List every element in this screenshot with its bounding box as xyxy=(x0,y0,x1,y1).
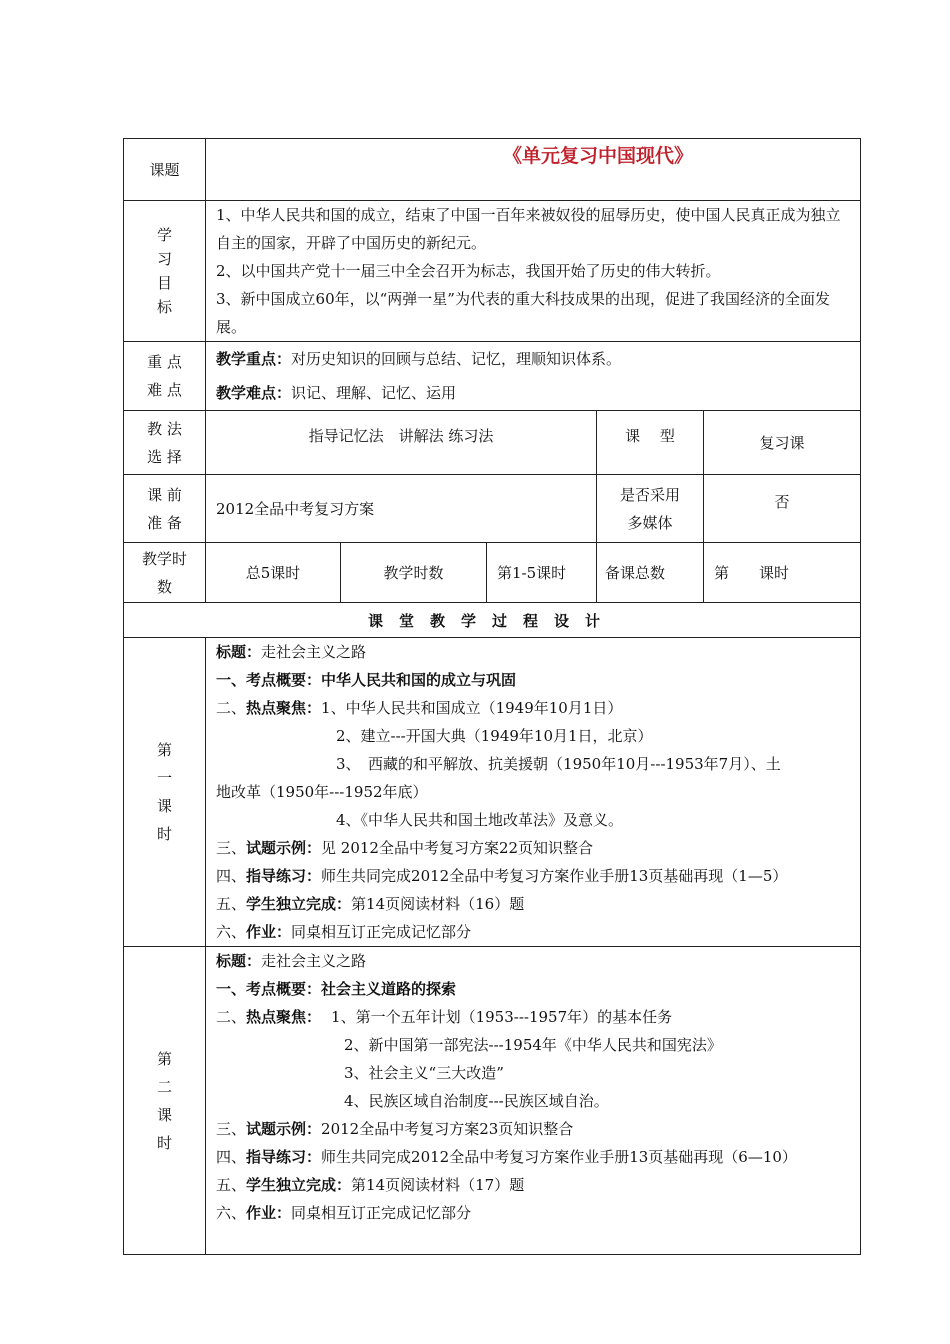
hot-item: 1、第一个五年计划（1953---1957年）的基本任务 xyxy=(331,1008,673,1026)
keypoints-label: 重 点 难 点 xyxy=(124,342,206,411)
hot-item: 1、中华人民共和国成立（1949年10月1日） xyxy=(321,699,623,717)
multimedia-value: 否 xyxy=(704,475,861,543)
lesson1-row xyxy=(124,638,861,947)
hot-item: 3、社会主义“三大改造” xyxy=(344,1064,504,1082)
hot-item: 4、民族区域自治制度---民族区域自治。 xyxy=(344,1092,609,1110)
lesson-title: 《单元复习中国现代》 xyxy=(206,139,861,201)
lesson2-row xyxy=(124,947,861,1255)
lesson2-content: 标题：走社会主义之路 一、考点概要：社会主义道路的探索 二、热点聚焦： 1、第一个五年计划（1953---1957年）的基本任务 2、新中国第一部宪法---1954年《中华人民共和国宪法》 3、社会主义“三大改造” 4、民族区域自治制度---民族区域自治。 三、试题示例：2012全品中考复习方案23页知识整合 四、指导练习：师生共同完成2012全品中考复习方案作业手册13页基础再现（6—10） 五、学生独立完成：第14页阅读材料（17）题 六、作业：同桌相互订正完成记忆部分 xyxy=(206,947,861,1255)
keypoints-row xyxy=(124,342,861,411)
lesson1-title: 走社会主义之路 xyxy=(261,643,367,661)
focus-text: 对历史知识的回顾与总结、记忆，理顺知识体系。 xyxy=(291,350,622,368)
hot-item: 2、新中国第一部宪法---1954年《中华人民共和国宪法》 xyxy=(344,1036,722,1054)
prep-row xyxy=(124,475,861,543)
prep-label: 课 前 准 备 xyxy=(124,475,206,543)
hot-item: 2、建立---开国大典（1949年10月1日，北京） xyxy=(336,727,653,745)
prep-count-value: 第 课时 xyxy=(704,543,861,603)
multimedia-label: 是否采用 多媒体 xyxy=(597,475,704,543)
goal-item: 3、新中国成立60年，以“两弹一星”为代表的重大科技成果的出现，促进了我国经济的全面发展。 xyxy=(216,290,830,336)
difficulty-text: 识记、理解、记忆、运用 xyxy=(291,384,457,402)
lesson2-label: 第 二 课 时 xyxy=(124,947,206,1255)
design-header-row xyxy=(124,603,861,638)
lesson1-label: 第 一 课 时 xyxy=(124,638,206,947)
method-label: 教 法 选 择 xyxy=(124,411,206,475)
topic-row xyxy=(124,139,861,201)
keypoints-content xyxy=(206,342,861,411)
design-header: 课堂教学过程设计 xyxy=(124,603,861,638)
hot-item: 4、《中华人民共和国土地改革法》及意义。 xyxy=(336,811,624,829)
hours-row xyxy=(124,543,861,603)
course-type-label: 课 型 xyxy=(597,411,704,475)
hot-item: 3、 西藏的和平解放、抗美援朝（1950年10月---1953年7月）、土 xyxy=(336,755,781,773)
teach-hours-value: 第1-5课时 xyxy=(487,543,597,603)
lesson2-title: 走社会主义之路 xyxy=(261,952,367,970)
hours-label: 教学时 数 xyxy=(124,543,206,603)
total-hours: 总5课时 xyxy=(206,543,341,603)
course-type-value: 复习课 xyxy=(704,411,861,475)
goals-content xyxy=(206,201,861,342)
teach-hours-label: 教学时数 xyxy=(341,543,487,603)
goal-item: 2、以中国共产党十一届三中全会召开为标志，我国开始了历史的伟大转折。 xyxy=(216,262,721,280)
lesson2-overview: 一、考点概要：社会主义道路的探索 xyxy=(216,980,457,998)
prep-value: 2012全品中考复习方案 xyxy=(206,475,597,543)
hot-item: 地改革（1950年---1952年底） xyxy=(216,783,428,801)
lesson-plan-table xyxy=(123,138,861,1255)
difficulty-label: 教学难点： xyxy=(216,384,292,402)
topic-label: 课题 xyxy=(124,139,206,201)
prep-count-label: 备课总数 xyxy=(597,543,704,603)
goals-row xyxy=(124,201,861,342)
method-value: 指导记忆法 讲解法 练习法 xyxy=(206,411,597,475)
lesson1-overview: 一、考点概要：中华人民共和国的成立与巩固 xyxy=(216,671,517,689)
lesson1-content: 标题：走社会主义之路 一、考点概要：中华人民共和国的成立与巩固 二、热点聚焦：1、中华人民共和国成立（1949年10月1日） 2、建立---开国大典（1949年10月1日，北京） 3、 西藏的和平解放、抗美援朝（1950年10月---1953年7月）、土 地改革（1950年---1952年底） 4、《中华人民共和国土地改革法》及意义。 三、试题示例：见 2012全品中考复习方案22页知识整合 四、指导练习：师生共同完成2012全品中考复习方案作业手册13页基础再现（1—5） 五、学生独立完成：第14页阅读材料（16）题 六、作业：同桌相互订正完成记忆部分 xyxy=(206,638,861,947)
method-row xyxy=(124,411,861,475)
focus-label: 教学重点： xyxy=(216,350,292,368)
goals-label: 学 习 目 标 xyxy=(124,201,206,342)
goal-item: 1、中华人民共和国的成立，结束了中国一百年来被奴役的屈辱历史，使中国人民真正成为独立自主的国家，开辟了中国历史的新纪元。 xyxy=(216,206,841,252)
